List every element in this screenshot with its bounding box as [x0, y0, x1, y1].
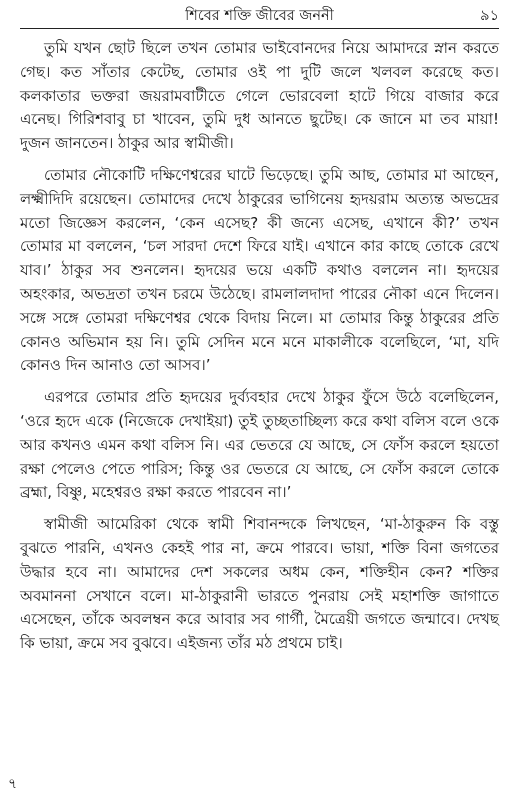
page-number: ৯১ [480, 8, 499, 24]
paragraph: তুমি যখন ছোট ছিলে তখন তোমার ভাইবোনদের নিয়ে আমাদরে স্নান করতে গেছ। কত সাঁতার কেটেছ, তোমার ওই পা দুটি জলে খলবল করেছে কত। কলকাতার ভক্তরা জয়রামবাটীতে গেলে ভোরবেলা হাটে গিয়ে বাজার করে এনেছ। গিরিশবাবু চা খাবেন, তুমি দুধ আনতে ছুটেছ। কে জানে মা তব মায়া! দুজন জানতেন। ঠাকুর আর স্বামীজী। [20, 39, 499, 153]
page-header [20, 6, 499, 29]
paragraph: এরপরে তোমার প্রতি হৃদয়ের দুর্ব্যবহার দেখে ঠাকুর ফুঁসে উঠে বলেছিলেন, ‘ওরে হৃদে একে (নিজেকে দেখাইয়া) তুই তুচ্ছতাচ্ছিল্য করে কথা বলিস বলে ওকে আর কখনও এমন কথা বলিস নি। এর ভেতরে যে আছে, সে ফোঁস করলে হয়তো রক্ষা পেলেও পেতে পারিস; কিন্তু ওর ভেতরে যে আছে, সে ফোঁস করলে তোকে ব্রহ্মা, বিষ্ণু, মহেশ্বরও রক্ষা করতে পারবেন না।’ [20, 388, 499, 502]
paragraph: তোমার নৌকোটি দক্ষিণেশ্বরের ঘাটে ভিড়েছে। তুমি আছ, তোমার মা আছেন, লক্ষ্মীদিদি রয়েছেন। তোমাদের দেখে ঠাকুরের ভাগিনেয় হৃদয়রাম অত্যন্ত অভদ্রের মতো জিজ্ঞেস করলেন, ‘কেন এসেছ? কী জন্যে এসেছ, এখানে কী?’ তখন তোমার মা বললেন, ‘চল সারদা দেশে ফিরে যাই। এখানে কার কাছে তোকে রেখে যাব।’ ঠাকুর সব শুনলেন। হৃদয়ের ভয়ে একটি কথাও বললেন না। হৃদয়ের অহংকার, অভদ্রতা তখন চরমে উঠেছে। রামলালদাদা পারের নৌকা এনে দিলেন। সঙ্গে সঙ্গে তোমরা দক্ষিণেশ্বর থেকে বিদায় নিলে। মা তোমার কিন্তু ঠাকুরের প্রতি কোনও অভিমান হয় নি। তুমি সেদিন মনে মনে মাকালীকে বলেছিলে, ‘মা, যদি কোনও দিন আনাও তো আসব।’ [20, 165, 499, 375]
body-text [20, 37, 499, 656]
running-title: শিবের শক্তি জীবের জননী [185, 8, 334, 24]
signature-mark: ৭ [8, 776, 18, 792]
paragraph: স্বামীজী আমেরিকা থেকে স্বামী শিবানন্দকে লিখছেন, ‘মা-ঠাকুরুন কি বস্তু বুঝতে পারনি, এখনও কেহই পার না, ক্রমে পারবে। ভায়া, শক্তি বিনা জগতের উদ্ধার হবে না। আমাদের দেশ সকলের অধম কেন, শক্তিহীন কেন? শক্তির অবমাননা সেখানে বলে। মা-ঠাকুরানী ভারতে পুনরায় সেই মহাশক্তি জাগাতে এসেছেন, তাঁকে অবলম্বন করে আবার সব গার্গী, মৈত্রেয়ী জগতে জন্মাবে। দেখছ কি ভায়া, ক্রমে সব বুঝবে। এইজন্য তাঁর মঠ প্রথমে চাই। [20, 515, 499, 653]
